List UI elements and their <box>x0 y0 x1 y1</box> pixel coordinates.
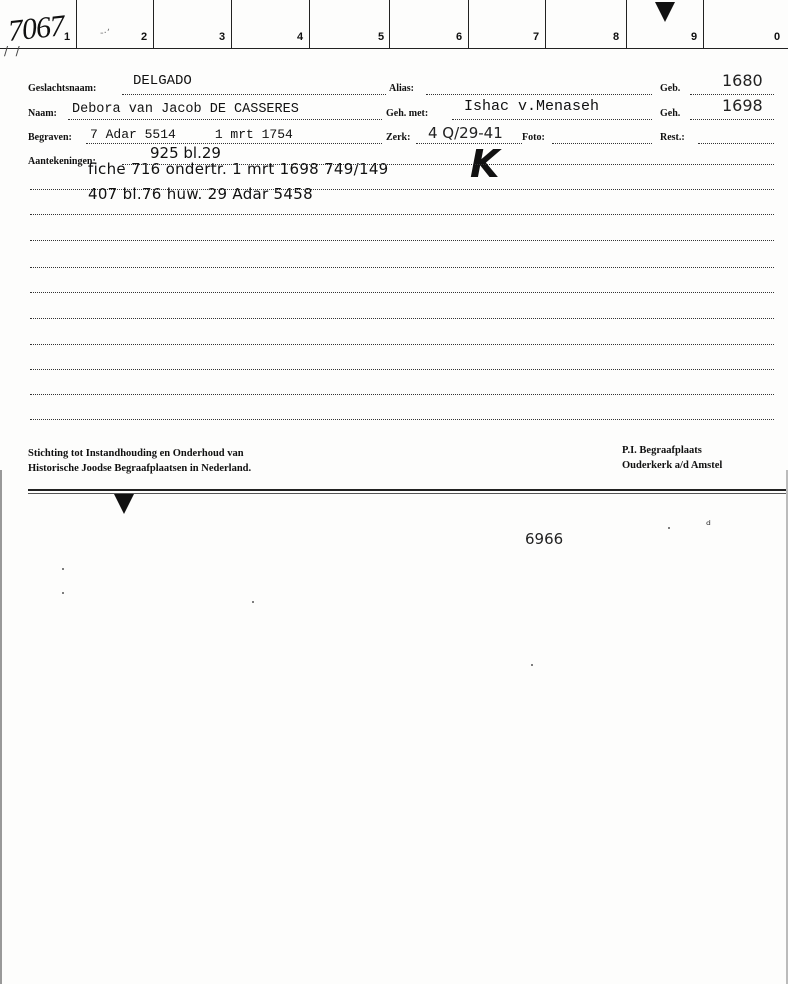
geb-label: Geb. <box>660 83 681 94</box>
dust-speck <box>668 527 670 529</box>
column-number: 8 <box>613 31 620 43</box>
notes-line-1: fiche 716 ondertr. 1 mrt 1698 749/149 <box>88 160 389 178</box>
foto-label: Foto: <box>522 132 545 143</box>
notes-line <box>30 240 774 241</box>
column-divider <box>389 0 390 48</box>
naam-label: Naam: <box>28 108 57 119</box>
begraven-label: Begraven: <box>28 132 72 143</box>
foto-line <box>552 143 652 144</box>
notes-line <box>30 344 774 345</box>
column-number: 6 <box>456 31 463 43</box>
notes-line-above: 925 bl.29 <box>150 144 221 162</box>
column-number: 4 <box>297 31 304 43</box>
geslachtsnaam-value: DELGADO <box>133 73 192 89</box>
column-number: 9 <box>691 31 698 43</box>
notes-line <box>30 214 774 215</box>
footer-organisation <box>28 446 251 476</box>
dust-speck <box>252 601 254 603</box>
geb-line <box>690 94 774 95</box>
column-number: 5 <box>378 31 385 43</box>
footer-right-line-1: P.I. Begraafplaats <box>622 445 702 456</box>
pen-stroke: / / <box>4 44 20 58</box>
column-divider <box>76 0 77 48</box>
notes-line <box>30 419 774 420</box>
column-number: 3 <box>219 31 226 43</box>
footer-cemetery <box>622 443 722 473</box>
stray-mark: ᵈ <box>706 518 711 532</box>
marker-triangle-icon <box>655 2 675 22</box>
geh-value: 1698 <box>722 96 763 115</box>
column-divider <box>231 0 232 48</box>
notes-line <box>30 369 774 370</box>
column-divider <box>309 0 310 48</box>
column-number: 0 <box>774 31 781 43</box>
dust-speck <box>62 592 64 594</box>
rest-label: Rest.: <box>660 132 685 143</box>
notes-line <box>30 318 774 319</box>
notes-line <box>30 292 774 293</box>
zerk-value: 4 Q/29-41 <box>428 124 503 142</box>
column-number: 2 <box>141 31 148 43</box>
geh-met-value: Ishac v.Menaseh <box>464 98 600 115</box>
geslachtsnaam-line <box>122 94 386 95</box>
notes-line <box>122 164 774 165</box>
column-divider <box>703 0 704 48</box>
geh-met-label: Geh. met: <box>386 108 429 119</box>
notes-line <box>30 267 774 268</box>
column-strip <box>0 0 788 49</box>
naam-line <box>68 119 382 120</box>
begraven-line <box>86 143 382 144</box>
begraven-value: 7 Adar 5514 1 mrt 1754 <box>90 127 293 142</box>
geh-met-line <box>452 119 652 120</box>
geb-value: 1680 <box>722 71 763 90</box>
dust-speck <box>62 568 64 570</box>
column-divider <box>545 0 546 48</box>
geslachtsnaam-label: Geslachtsnaam: <box>28 83 97 94</box>
footer-left-line-2: Historische Joodse Begraafplaatsen in Nederland. <box>28 463 252 474</box>
geh-line <box>690 119 774 120</box>
card-bottom-rule-secondary <box>28 493 788 494</box>
rest-line <box>698 143 774 144</box>
faint-mark: -·ʼ <box>100 28 110 39</box>
zerk-line <box>416 143 522 144</box>
footer-right-line-2: Ouderkerk a/d Amstel <box>622 460 723 471</box>
alias-label: Alias: <box>389 83 414 94</box>
dust-speck <box>531 664 533 666</box>
column-divider <box>626 0 627 48</box>
handwritten-k-mark: K <box>470 142 500 186</box>
zerk-label: Zerk: <box>386 132 411 143</box>
card-bottom-rule <box>28 489 788 491</box>
scan-edge <box>0 470 2 984</box>
alias-line <box>426 94 652 95</box>
naam-value: Debora van Jacob DE CASSERES <box>72 102 299 117</box>
notes-line <box>30 189 774 190</box>
notes-line <box>30 394 774 395</box>
handwritten-card-number: 7067 <box>6 9 66 48</box>
footer-left-line-1: Stichting tot Instandhouding en Onderhoud van <box>28 448 244 459</box>
marker-triangle-icon <box>114 494 134 514</box>
column-divider <box>468 0 469 48</box>
column-divider <box>153 0 154 48</box>
column-number: 1 <box>64 31 71 43</box>
geh-label: Geh. <box>660 108 681 119</box>
aantekeningen-label: Aantekeningen: <box>28 156 96 167</box>
notes-line-2: 407 bl.76 huw. 29 Adar 5458 <box>88 185 313 203</box>
scan-number: 6966 <box>525 530 564 548</box>
column-number: 7 <box>533 31 540 43</box>
